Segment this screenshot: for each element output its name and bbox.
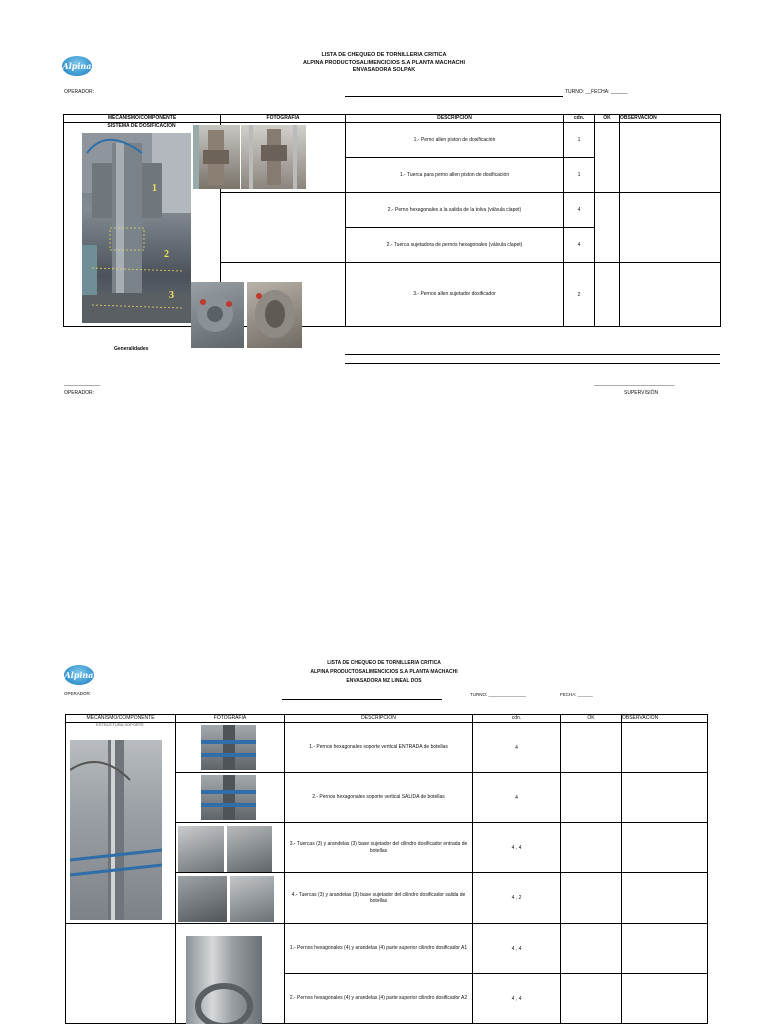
cylinder-base-photo-4 bbox=[230, 876, 274, 922]
generalidades-line-2 bbox=[345, 363, 720, 364]
generalidades-label: Generalidades bbox=[114, 346, 149, 352]
turno-fecha: TURNO: __FECHA: ______ bbox=[565, 89, 628, 95]
row-qty: 4 bbox=[564, 193, 595, 228]
row-qty: 1 bbox=[564, 123, 595, 158]
support-structure-photo bbox=[70, 740, 162, 920]
ok-cell[interactable] bbox=[561, 974, 622, 1024]
row-description: 1.- Tuerca para perno allen piston de dosificación bbox=[346, 158, 564, 193]
operador-line bbox=[282, 699, 442, 700]
ok-cell[interactable] bbox=[595, 193, 620, 263]
row-qty: 2 bbox=[564, 263, 595, 327]
col-ok: OK bbox=[595, 115, 620, 123]
ok-cell[interactable] bbox=[561, 723, 622, 773]
turno-field: TURNO: _______________ bbox=[470, 692, 527, 697]
mechanism-name: ESTRUCTURA SOPORTE bbox=[96, 722, 144, 727]
observation-cell[interactable] bbox=[622, 974, 708, 1024]
col-qty: cdn. bbox=[473, 715, 561, 723]
photo-label-3: 3 bbox=[169, 290, 174, 301]
supervisor-signature-line: _____________________________ bbox=[594, 381, 675, 387]
document-title bbox=[0, 52, 768, 75]
operador-label: OPERADOR: bbox=[64, 89, 95, 95]
row-description: 1.- Pernos hexagonales (4) y arandelas (4) parte superior cilindro dosificador A1 bbox=[285, 924, 473, 974]
operador-label: OPERADOR: bbox=[64, 691, 92, 696]
col-photo: FOTOGRAFÍA bbox=[221, 115, 346, 123]
col-observation: OBSERVACION bbox=[620, 115, 721, 123]
row-description: 1.- Perno allen piston de dosificación bbox=[346, 123, 564, 158]
row-description: 2.- Pernos hexagonales (4) y arandelas (4) parte superior cilindro dosificador A2 bbox=[285, 974, 473, 1024]
table-row bbox=[66, 924, 708, 974]
support-bolt-photo-1 bbox=[201, 725, 256, 770]
ok-cell[interactable] bbox=[561, 873, 622, 924]
title-line-2: ALPINA PRODUCTOSALIMENCICIOS S.A PLANTA MACHACHI bbox=[302, 59, 466, 66]
mechanism-name: SISTEMA DE DOSIFICACION bbox=[107, 123, 176, 129]
observation-cell[interactable] bbox=[622, 773, 708, 823]
observation-cell[interactable] bbox=[622, 873, 708, 924]
photo-label-1: 1 bbox=[152, 183, 157, 194]
cylinder-top-photo bbox=[186, 936, 262, 1024]
row-qty: 4 , 2 bbox=[473, 873, 561, 924]
fecha-field: FECHA: ______ bbox=[560, 692, 593, 697]
cylinder-base-photo-3 bbox=[178, 876, 227, 922]
row-qty: 4 bbox=[473, 723, 561, 773]
ok-cell[interactable] bbox=[561, 924, 622, 974]
title-line-2: ALPINA PRODUCTOSALIMENCICIOS S.A PLANTA MACHACHI bbox=[310, 669, 458, 675]
ok-cell[interactable] bbox=[595, 123, 620, 193]
document-title bbox=[0, 659, 768, 686]
col-ok: OK bbox=[561, 715, 622, 723]
operator-signature-label: OPERADOR: bbox=[64, 390, 95, 396]
photo-cell bbox=[221, 193, 346, 263]
operador-line bbox=[345, 96, 563, 97]
ok-cell[interactable] bbox=[595, 263, 620, 327]
cylinder-base-photo-1 bbox=[178, 826, 224, 872]
col-photo: FOTOGRAFÍA bbox=[176, 715, 285, 723]
supervisor-signature-label: SUPERVISIÓN bbox=[624, 390, 659, 396]
piston-bolt-photo-2 bbox=[241, 125, 306, 189]
support-bolt-photo-2 bbox=[201, 775, 256, 820]
ok-cell[interactable] bbox=[561, 773, 622, 823]
cylinder-base-photo-2 bbox=[227, 826, 272, 872]
row-description: 2.- Pernos hexagonales soporte vertical SALIDA de botellas bbox=[285, 773, 473, 823]
observation-cell[interactable] bbox=[620, 193, 721, 263]
title-line-3: ENVASADORA MZ LINEAL DOS bbox=[346, 678, 422, 684]
observation-cell[interactable] bbox=[622, 823, 708, 873]
table-header bbox=[64, 115, 721, 123]
observation-cell[interactable] bbox=[620, 263, 721, 327]
observation-cell[interactable] bbox=[620, 123, 721, 193]
row-qty: 4 , 4 bbox=[473, 924, 561, 974]
col-description: DESCRIPCION bbox=[285, 715, 473, 723]
generalidades-line-1 bbox=[345, 354, 720, 355]
ok-cell[interactable] bbox=[561, 823, 622, 873]
mechanism-cell bbox=[66, 924, 176, 1024]
photo-label-2: 2 bbox=[164, 249, 169, 260]
col-mechanism: MECANISMO/COMPONENTE bbox=[64, 115, 221, 123]
logo-text: Alpina bbox=[64, 670, 94, 680]
observation-cell[interactable] bbox=[622, 924, 708, 974]
row-qty: 4 bbox=[473, 773, 561, 823]
row-qty: 4 bbox=[564, 228, 595, 263]
col-mechanism: MECANISMO/COMPONENTE bbox=[66, 715, 176, 723]
title-line-3: ENVASADORA SOLPAK bbox=[352, 67, 416, 74]
row-description: 3.- Tuercas (3) y arandelas (3) base sujetador del cilindro dosificador entrada de botellas bbox=[285, 823, 473, 873]
title-line-1: LISTA DE CHEQUEO DE TORNILLERIA CRITICA bbox=[321, 52, 447, 58]
row-description: 2.- Perno hexagonales a la salida de la tolva (válvula clapet) bbox=[346, 193, 564, 228]
col-observation: OBSERVACION bbox=[622, 715, 708, 723]
piston-bolt-photo-1 bbox=[193, 125, 240, 189]
observation-cell[interactable] bbox=[622, 723, 708, 773]
row-qty: 4 , 4 bbox=[473, 974, 561, 1024]
row-description: 3.- Pernos allen sujetador dosificador bbox=[346, 263, 564, 327]
dosing-holder-photo-2 bbox=[247, 282, 302, 348]
title-line-1: LISTA DE CHEQUEO DE TORNILLERIA CRITICA bbox=[327, 660, 441, 666]
dosing-system-photo bbox=[82, 133, 191, 323]
row-qty: 4 , 4 bbox=[473, 823, 561, 873]
col-qty: cdn. bbox=[564, 115, 595, 123]
row-description: 4.- Tuercas (3) y arandelas (3) base sujetador del cilindro dosificador salida de botellas bbox=[285, 873, 473, 924]
row-description: 2.- Tuerca sujetadora de pernos hexagonales (válvula clapet) bbox=[346, 228, 564, 263]
dosing-holder-photo-1 bbox=[191, 282, 244, 348]
row-qty: 1 bbox=[564, 158, 595, 193]
row-description: 1.- Pernos hexagonales soporte vertical ENTRADA de botellas bbox=[285, 723, 473, 773]
col-description: DESCRIPCION bbox=[346, 115, 564, 123]
logo-text: Alpina bbox=[62, 61, 92, 71]
operator-signature-line: _____________ bbox=[64, 381, 101, 387]
